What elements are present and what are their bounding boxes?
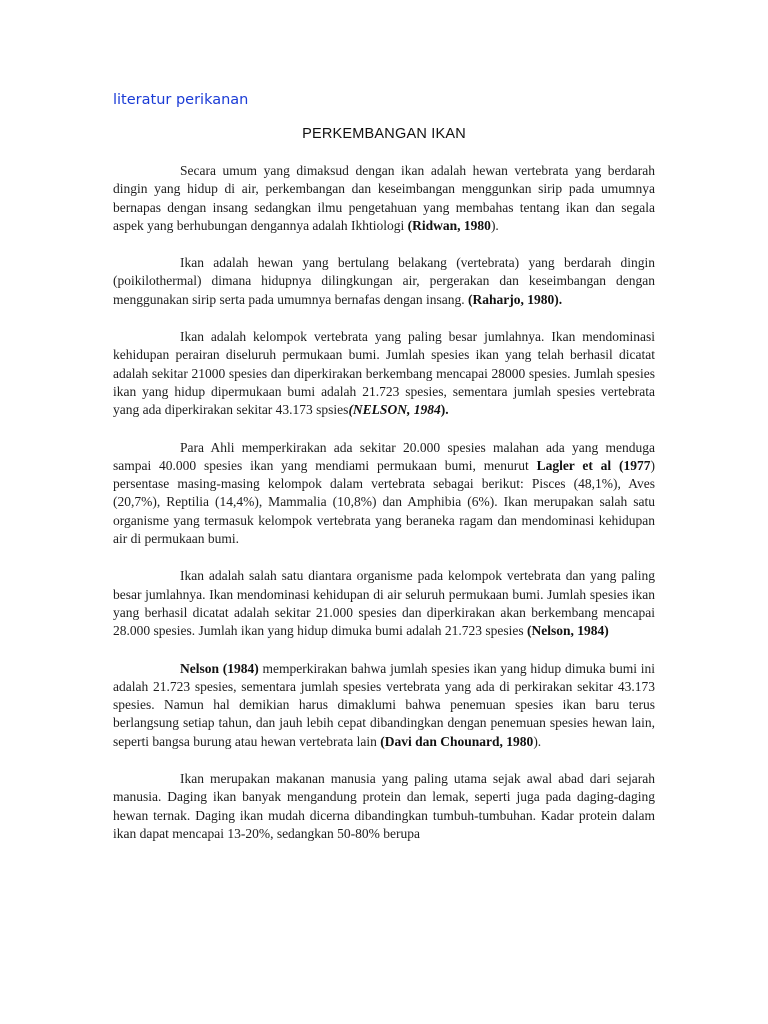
citation-lead: Nelson (1984) [180,660,259,676]
citation: (NELSON, 1984 [348,402,441,418]
paragraph-5 [113,567,655,640]
paragraph-text: Secara umum yang dimaksud dengan ikan adalah hewan vertebrata yang berdarah dingin yang hidup di air, perkembangan dan keseimbangan menggunkan sirip pada umumnya bernapas dengan insang sedangkan ilmu pengetahuan yang membahas tentang ikan dan segala aspek yang berhubungan dengannya adalah Ikhtiologi [113,163,655,233]
paragraph-text: Ikan adalah salah satu diantara organisme pada kelompok vertebrata dan yang paling besar jumlahnya. Ikan mendominasi kehidupan di air seluruh permukaan bumi. Jumlah spesies ikan yang berhasil dicatat adalah sekitar 21.000 spesies dan diperkirakan akan berkembang mencapai 28.000 spesies. Jumlah ikan yang hidup dimuka bumi adalah 21.723 spesies [113,568,655,639]
paragraph-text: memperkirakan bahwa jumlah spesies ikan yang hidup dimuka bumi ini adalah 21.723 spesies, sementara jumlah spesies vertebrata yang ada di perkirakan sekitar 43.173 spesies. Namun hal demikian harus dimaklumi bahwa penemuan spesies ikan baru terus berlangsung setiap tahun, dan jauh lebih cepat dibandingkan dengan penemuan spesies hewan lain, seperti bangsa burung atau hewan vertebrata lain [113,660,655,749]
citation: (Nelson, 1984) [526,623,609,639]
paragraph-2 [113,254,655,309]
paragraph-7 [113,770,655,843]
paragraph-text: Ikan adalah hewan yang bertulang belakang (vertebrata) yang berdarah dingin (poikilothermal) dimana hidupnya dilingkungan air, pergerakan dan keseimbangan dengan menggunakan sirip serta pada umumnya bernafas dengan insang. [113,255,655,307]
paragraph-text: Ikan adalah kelompok vertebrata yang paling besar jumlahnya. Ikan mendominasi kehidupan perairan diseluruh permukaan bumi. Jumlah spesies ikan yang telah berhasil dicatat adalah sekitar 21000 spesies dan diperkirakan berkembang mencapai 28000 spesies. Jumlah spesies ikan yang hidup dipermukaan bumi adalah 21.723 spesies, sementara jumlah spesies vertebrata yang ada diperkirakan sekitar 43.173 spsies [113,329,655,418]
citation: (Raharjo, 1980). [468,291,563,307]
paragraph-4 [113,439,655,549]
citation: Lagler et al (1977 [536,457,651,473]
paragraph-tail: ). [490,217,499,233]
citation: (Ridwan, 1980 [407,217,491,233]
paragraph-text: Ikan merupakan makanan manusia yang paling utama sejak awal abad dari sejarah manusia. Daging ikan banyak mengandung protein dan lemak, seperti juga pada daging-daging hewan ternak. Daging ikan mudah dicerna dibandingkan tumbuh-tumbuhan. Kadar protein dalam ikan dapat mencapai 13-20%, sedangkan 50-80% berupa [113,771,655,841]
document-body [113,162,655,862]
citation: (Davi dan Chounard, 1980 [380,733,534,749]
paragraph-3 [113,328,655,419]
paragraph-tail: ). [440,402,449,418]
document-title: PERKEMBANGAN IKAN [302,126,466,142]
paragraph-tail: ). [533,733,542,749]
blog-title-link[interactable]: literatur perikanan [113,92,249,108]
paragraph-1 [113,162,655,235]
paragraph-6 [113,660,655,751]
paragraph-text: Para Ahli memperkirakan ada sekitar 20.000 spesies malahan ada yang menduga sampai 40.000 spesies ikan yang mendiami permukaan bumi, menurut [113,439,655,473]
paragraph-tail: ) persentase masing-masing kelompok dalam vertebrata sebagai berikut: Pisces (48,1%), Aves (20,7%), Reptilia (14,4%), Mammalia (10,8%) dan Amphibia (6%). Ikan merupakan salah satu organisme yang termasuk kelompok vertebrata yang beraneka ragam dan mendominasi kehidupan air di permukaan bumi. [113,457,656,547]
